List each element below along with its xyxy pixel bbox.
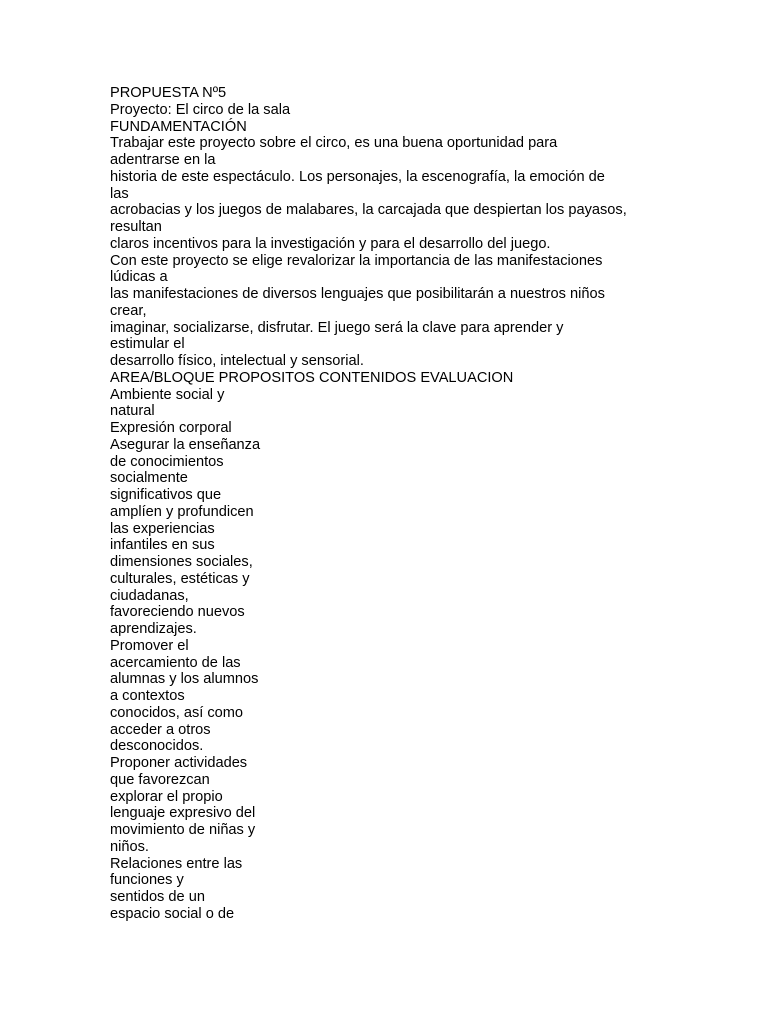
document-line: conocidos, así como (110, 704, 244, 721)
document-line: dimensiones sociales, (110, 554, 253, 570)
document-line: favoreciendo nuevos (110, 604, 245, 621)
document-line: estimular el (110, 336, 185, 353)
document-line: significativos que (110, 487, 222, 503)
document-line: que favorezcan (110, 771, 210, 788)
document-line: niños. (110, 838, 149, 855)
document-line: claros incentivos para la investigación y para el desarrollo del juego. (110, 235, 551, 252)
document-line: culturales, estéticas y (110, 570, 250, 587)
document-line: a contextos (110, 688, 185, 704)
document-line: acrobacias y los juegos de malabares, la carcajada que despiertan los payasos, (110, 202, 627, 219)
document-line: adentrarse en la (110, 152, 216, 168)
document-line: infantiles en sus (110, 537, 215, 554)
document-line: explorar el propio (110, 788, 223, 805)
document-line: Trabajar este proyecto sobre el circo, es una buena oportunidad para (110, 135, 558, 152)
document-line: crear, (110, 302, 147, 319)
document-line: espacio social o de (110, 905, 235, 922)
document-line: PROPUESTA Nº5 (110, 85, 227, 101)
document-line: desconocidos. (110, 738, 204, 755)
document-line: Promover el (110, 637, 189, 654)
document-line: natural (110, 403, 155, 420)
document-line: funciones y (110, 872, 184, 889)
document-line: AREA/BLOQUE PROPOSITOS CONTENIDOS EVALUACION (110, 369, 514, 386)
document-line: Ambiente social y (110, 386, 225, 403)
document-line: ciudadanas, (110, 587, 189, 604)
document-line: Proyecto: El circo de la sala (110, 101, 291, 118)
document-line: Asegurar la enseñanza (110, 436, 261, 453)
document-line: sentidos de un (110, 889, 205, 905)
document-line: lúdicas a (110, 269, 168, 286)
document-line: las manifestaciones de diversos lenguajes que posibilitarán a nuestros niños (110, 286, 605, 302)
document-line: las (110, 185, 129, 202)
document-line: aprendizajes. (110, 621, 197, 637)
document-line: acercamiento de las (110, 654, 241, 671)
document-line: de conocimientos (110, 453, 224, 470)
document-line: acceder a otros (110, 721, 211, 738)
document-line: Relaciones entre las (110, 855, 243, 872)
document-line: Proponer actividades (110, 755, 248, 771)
document-line: lenguaje expresivo del (110, 805, 256, 822)
document-line: Expresión corporal (110, 420, 232, 436)
document-line: las experiencias (110, 520, 215, 537)
document-body (110, 85, 710, 923)
document-line: imaginar, socializarse, disfrutar. El juego será la clave para aprender y (110, 319, 564, 336)
document-line: Con este proyecto se elige revalorizar la importancia de las manifestaciones (110, 252, 603, 269)
document-line: historia de este espectáculo. Los personajes, la escenografía, la emoción de (110, 168, 605, 185)
document-line: FUNDAMENTACIÓN (110, 118, 247, 135)
document-line: desarrollo físico, intelectual y sensorial. (110, 353, 364, 369)
document-line: resultan (110, 219, 162, 235)
document-line: alumnas y los alumnos (110, 671, 259, 688)
document-line: movimiento de niñas y (110, 822, 256, 838)
document-line: amplíen y profundicen (110, 503, 254, 520)
document-line: socialmente (110, 470, 188, 487)
